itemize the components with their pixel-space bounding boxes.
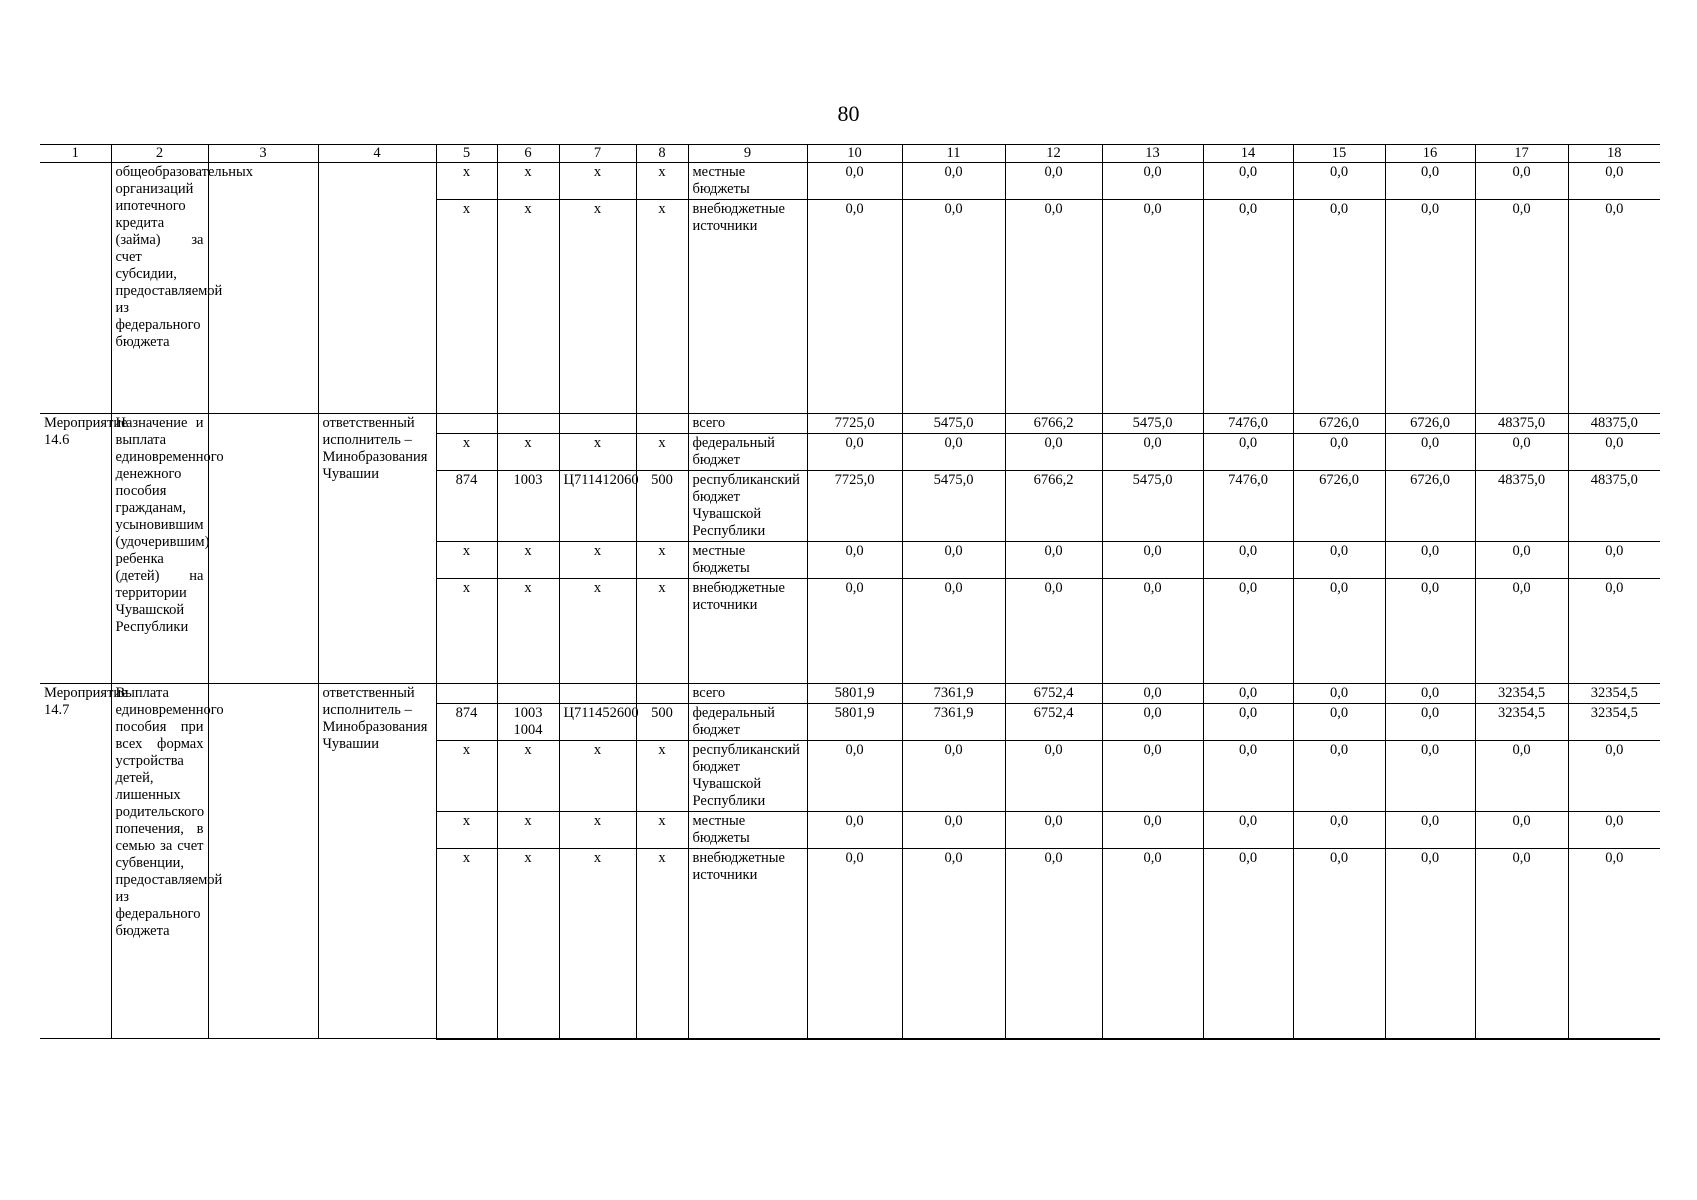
column-header-12: 12 — [1005, 145, 1102, 163]
budget-code-grbs — [436, 414, 497, 434]
value-cell: 0,0 — [1203, 684, 1293, 704]
budget-code-expense-type: 500 — [636, 704, 688, 741]
value-cell: 32354,5 — [1475, 704, 1568, 741]
funding-source: республиканский бюджет Чувашской Республики — [688, 741, 807, 812]
value-cell: 5475,0 — [1102, 414, 1203, 434]
column-3-cell — [208, 684, 318, 1039]
value-cell: 0,0 — [1568, 163, 1660, 200]
value-cell: 0,0 — [1293, 704, 1385, 741]
value-cell: 0,0 — [807, 434, 902, 471]
column-header-3: 3 — [208, 145, 318, 163]
value-cell: 0,0 — [807, 849, 902, 1039]
table-row — [40, 414, 1660, 434]
value-cell: 0,0 — [807, 200, 902, 414]
value-cell: 0,0 — [1203, 849, 1293, 1039]
budget-code-target: x — [559, 163, 636, 200]
budget-code-grbs: x — [436, 812, 497, 849]
value-cell: 0,0 — [1203, 812, 1293, 849]
budget-code-grbs: 874 — [436, 471, 497, 542]
budget-code-section: x — [497, 741, 559, 812]
value-cell: 6752,4 — [1005, 684, 1102, 704]
value-cell: 0,0 — [1102, 741, 1203, 812]
value-cell: 0,0 — [1293, 684, 1385, 704]
measure-name: Выплата единовременного пособия при всех формах устройства детей, лишенных родительского попечения, в семью за счет субвенции, предоставляемой из федерального бюджета — [111, 684, 208, 1039]
value-cell: 0,0 — [1385, 812, 1475, 849]
value-cell: 0,0 — [1293, 200, 1385, 414]
budget-code-expense-type — [636, 414, 688, 434]
value-cell: 0,0 — [1293, 849, 1385, 1039]
funding-source: внебюджетные источники — [688, 200, 807, 414]
funding-source: республиканский бюджет Чувашской Республики — [688, 471, 807, 542]
column-header-9: 9 — [688, 145, 807, 163]
funding-source: всего — [688, 414, 807, 434]
budget-code-grbs: x — [436, 434, 497, 471]
budget-code-section: 1003 1004 — [497, 704, 559, 741]
value-cell: 0,0 — [1005, 542, 1102, 579]
value-cell: 48375,0 — [1475, 414, 1568, 434]
value-cell: 7725,0 — [807, 414, 902, 434]
value-cell: 0,0 — [902, 741, 1005, 812]
budget-code-target: x — [559, 849, 636, 1039]
budget-code-grbs: x — [436, 849, 497, 1039]
budget-code-section: 1003 — [497, 471, 559, 542]
funding-source: внебюджетные источники — [688, 579, 807, 684]
value-cell: 0,0 — [1203, 741, 1293, 812]
column-header-16: 16 — [1385, 145, 1475, 163]
value-cell: 0,0 — [902, 163, 1005, 200]
value-cell: 0,0 — [1568, 579, 1660, 684]
measure-number: Мероприятие 14.7 — [40, 684, 111, 1039]
budget-code-grbs: x — [436, 200, 497, 414]
value-cell: 0,0 — [1005, 579, 1102, 684]
budget-code-section: x — [497, 849, 559, 1039]
column-3-cell — [208, 163, 318, 414]
budget-code-expense-type: 500 — [636, 471, 688, 542]
budget-code-expense-type: x — [636, 434, 688, 471]
table-row — [40, 163, 1660, 200]
value-cell: 0,0 — [1102, 812, 1203, 849]
value-cell: 0,0 — [1475, 579, 1568, 684]
funding-source: местные бюджеты — [688, 163, 807, 200]
column-header-5: 5 — [436, 145, 497, 163]
budget-code-section — [497, 684, 559, 704]
table-body — [40, 145, 1660, 1039]
value-cell: 0,0 — [1102, 163, 1203, 200]
value-cell: 0,0 — [1475, 812, 1568, 849]
value-cell: 0,0 — [1385, 163, 1475, 200]
value-cell: 0,0 — [1102, 542, 1203, 579]
budget-code-expense-type: x — [636, 163, 688, 200]
budget-code-expense-type — [636, 684, 688, 704]
value-cell: 0,0 — [1203, 434, 1293, 471]
value-cell: 0,0 — [1293, 579, 1385, 684]
measure-name: Назначение и выплата единовременного денежного пособия гражданам, усыновившим (удочерившим) ребенка (детей) на территории Чувашской Республики — [111, 414, 208, 684]
value-cell: 0,0 — [1475, 434, 1568, 471]
value-cell: 0,0 — [1102, 200, 1203, 414]
budget-code-expense-type: x — [636, 812, 688, 849]
value-cell: 0,0 — [1568, 200, 1660, 414]
value-cell: 32354,5 — [1568, 684, 1660, 704]
responsible-executor — [318, 163, 436, 414]
column-header-13: 13 — [1102, 145, 1203, 163]
value-cell: 6726,0 — [1293, 414, 1385, 434]
value-cell: 5475,0 — [902, 414, 1005, 434]
value-cell: 0,0 — [807, 163, 902, 200]
value-cell: 0,0 — [1005, 434, 1102, 471]
value-cell: 0,0 — [1385, 542, 1475, 579]
value-cell: 7361,9 — [902, 684, 1005, 704]
value-cell: 0,0 — [1385, 741, 1475, 812]
column-header-7: 7 — [559, 145, 636, 163]
value-cell: 32354,5 — [1568, 704, 1660, 741]
value-cell: 0,0 — [902, 434, 1005, 471]
budget-code-target — [559, 684, 636, 704]
value-cell: 0,0 — [1293, 741, 1385, 812]
value-cell: 0,0 — [1102, 849, 1203, 1039]
funding-source: внебюджетные источники — [688, 849, 807, 1039]
value-cell: 0,0 — [807, 812, 902, 849]
budget-code-expense-type: x — [636, 200, 688, 414]
column-header-2: 2 — [111, 145, 208, 163]
value-cell: 0,0 — [807, 741, 902, 812]
value-cell: 0,0 — [902, 812, 1005, 849]
value-cell: 0,0 — [1385, 579, 1475, 684]
column-header-14: 14 — [1203, 145, 1293, 163]
value-cell: 5475,0 — [902, 471, 1005, 542]
value-cell: 0,0 — [1203, 704, 1293, 741]
value-cell: 7476,0 — [1203, 414, 1293, 434]
funding-source: всего — [688, 684, 807, 704]
column-header-6: 6 — [497, 145, 559, 163]
budget-code-grbs: x — [436, 542, 497, 579]
budget-code-expense-type: x — [636, 849, 688, 1039]
value-cell: 0,0 — [1568, 741, 1660, 812]
budget-code-expense-type: x — [636, 542, 688, 579]
budget-code-section: x — [497, 434, 559, 471]
responsible-executor: ответственный исполнитель – Минобразования Чувашии — [318, 414, 436, 684]
value-cell: 0,0 — [1568, 849, 1660, 1039]
budget-code-section: x — [497, 163, 559, 200]
budget-code-target: x — [559, 200, 636, 414]
budget-code-grbs: 874 — [436, 704, 497, 741]
value-cell: 6766,2 — [1005, 471, 1102, 542]
budget-code-target: x — [559, 812, 636, 849]
value-cell: 48375,0 — [1475, 471, 1568, 542]
column-header-18: 18 — [1568, 145, 1660, 163]
responsible-executor: ответственный исполнитель – Минобразования Чувашии — [318, 684, 436, 1039]
value-cell: 32354,5 — [1475, 684, 1568, 704]
budget-code-grbs — [436, 684, 497, 704]
value-cell: 0,0 — [902, 849, 1005, 1039]
budget-code-expense-type: x — [636, 579, 688, 684]
value-cell: 6752,4 — [1005, 704, 1102, 741]
value-cell: 0,0 — [902, 579, 1005, 684]
value-cell: 0,0 — [1568, 812, 1660, 849]
value-cell: 0,0 — [1385, 849, 1475, 1039]
value-cell: 6726,0 — [1385, 414, 1475, 434]
budget-code-grbs: x — [436, 741, 497, 812]
value-cell: 0,0 — [1102, 434, 1203, 471]
value-cell: 0,0 — [1005, 163, 1102, 200]
value-cell: 0,0 — [1102, 704, 1203, 741]
value-cell: 0,0 — [1203, 579, 1293, 684]
value-cell: 0,0 — [1102, 579, 1203, 684]
value-cell: 0,0 — [1102, 684, 1203, 704]
value-cell: 0,0 — [1293, 163, 1385, 200]
column-header-11: 11 — [902, 145, 1005, 163]
page-number: 80 — [837, 101, 860, 126]
budget-code-target: x — [559, 741, 636, 812]
value-cell: 0,0 — [1005, 200, 1102, 414]
budget-code-grbs: x — [436, 579, 497, 684]
value-cell: 0,0 — [1475, 163, 1568, 200]
measure-number — [40, 163, 111, 414]
budget-code-expense-type: x — [636, 741, 688, 812]
funding-source: федеральный бюджет — [688, 434, 807, 471]
value-cell: 0,0 — [1475, 849, 1568, 1039]
value-cell: 0,0 — [1385, 200, 1475, 414]
column-header-15: 15 — [1293, 145, 1385, 163]
value-cell: 0,0 — [1005, 741, 1102, 812]
value-cell: 6726,0 — [1293, 471, 1385, 542]
budget-code-grbs: x — [436, 163, 497, 200]
value-cell: 0,0 — [1203, 200, 1293, 414]
budget-code-section: x — [497, 200, 559, 414]
column-header-8: 8 — [636, 145, 688, 163]
value-cell: 0,0 — [902, 542, 1005, 579]
value-cell: 0,0 — [1293, 542, 1385, 579]
column-header-17: 17 — [1475, 145, 1568, 163]
value-cell: 48375,0 — [1568, 414, 1660, 434]
budget-code-target: x — [559, 434, 636, 471]
value-cell: 0,0 — [1203, 542, 1293, 579]
budget-code-section: x — [497, 812, 559, 849]
value-cell: 7476,0 — [1203, 471, 1293, 542]
value-cell: 0,0 — [1005, 849, 1102, 1039]
value-cell: 0,0 — [1475, 741, 1568, 812]
value-cell: 0,0 — [1385, 704, 1475, 741]
value-cell: 0,0 — [1568, 434, 1660, 471]
value-cell: 48375,0 — [1568, 471, 1660, 542]
budget-code-section: x — [497, 579, 559, 684]
header-row — [40, 145, 1660, 163]
table-row — [40, 684, 1660, 704]
budget-code-target: Ц711452600 — [559, 704, 636, 741]
measure-number: Мероприятие 14.6 — [40, 414, 111, 684]
value-cell: 0,0 — [1203, 163, 1293, 200]
value-cell: 5801,9 — [807, 704, 902, 741]
budget-code-target: Ц711412060 — [559, 471, 636, 542]
column-header-4: 4 — [318, 145, 436, 163]
budget-code-section — [497, 414, 559, 434]
budget-table — [40, 144, 1660, 1040]
value-cell: 6726,0 — [1385, 471, 1475, 542]
value-cell: 6766,2 — [1005, 414, 1102, 434]
budget-code-target: x — [559, 579, 636, 684]
budget-code-target — [559, 414, 636, 434]
value-cell: 0,0 — [1293, 434, 1385, 471]
value-cell: 7725,0 — [807, 471, 902, 542]
value-cell: 0,0 — [1475, 542, 1568, 579]
value-cell: 0,0 — [807, 579, 902, 684]
value-cell: 5801,9 — [807, 684, 902, 704]
column-header-10: 10 — [807, 145, 902, 163]
funding-source: федеральный бюджет — [688, 704, 807, 741]
budget-code-target: x — [559, 542, 636, 579]
value-cell: 0,0 — [1568, 542, 1660, 579]
value-cell: 0,0 — [1385, 684, 1475, 704]
value-cell: 0,0 — [807, 542, 902, 579]
funding-source: местные бюджеты — [688, 812, 807, 849]
budget-code-section: x — [497, 542, 559, 579]
value-cell: 5475,0 — [1102, 471, 1203, 542]
value-cell: 7361,9 — [902, 704, 1005, 741]
column-header-1: 1 — [40, 145, 111, 163]
value-cell: 0,0 — [1293, 812, 1385, 849]
value-cell: 0,0 — [1475, 200, 1568, 414]
value-cell: 0,0 — [902, 200, 1005, 414]
column-3-cell — [208, 414, 318, 684]
measure-name: общеобразовательных организаций ипотечного кредита (займа) за счет субсидии, предоставляемой из федерального бюджета — [111, 163, 208, 414]
value-cell: 0,0 — [1005, 812, 1102, 849]
funding-source: местные бюджеты — [688, 542, 807, 579]
value-cell: 0,0 — [1385, 434, 1475, 471]
